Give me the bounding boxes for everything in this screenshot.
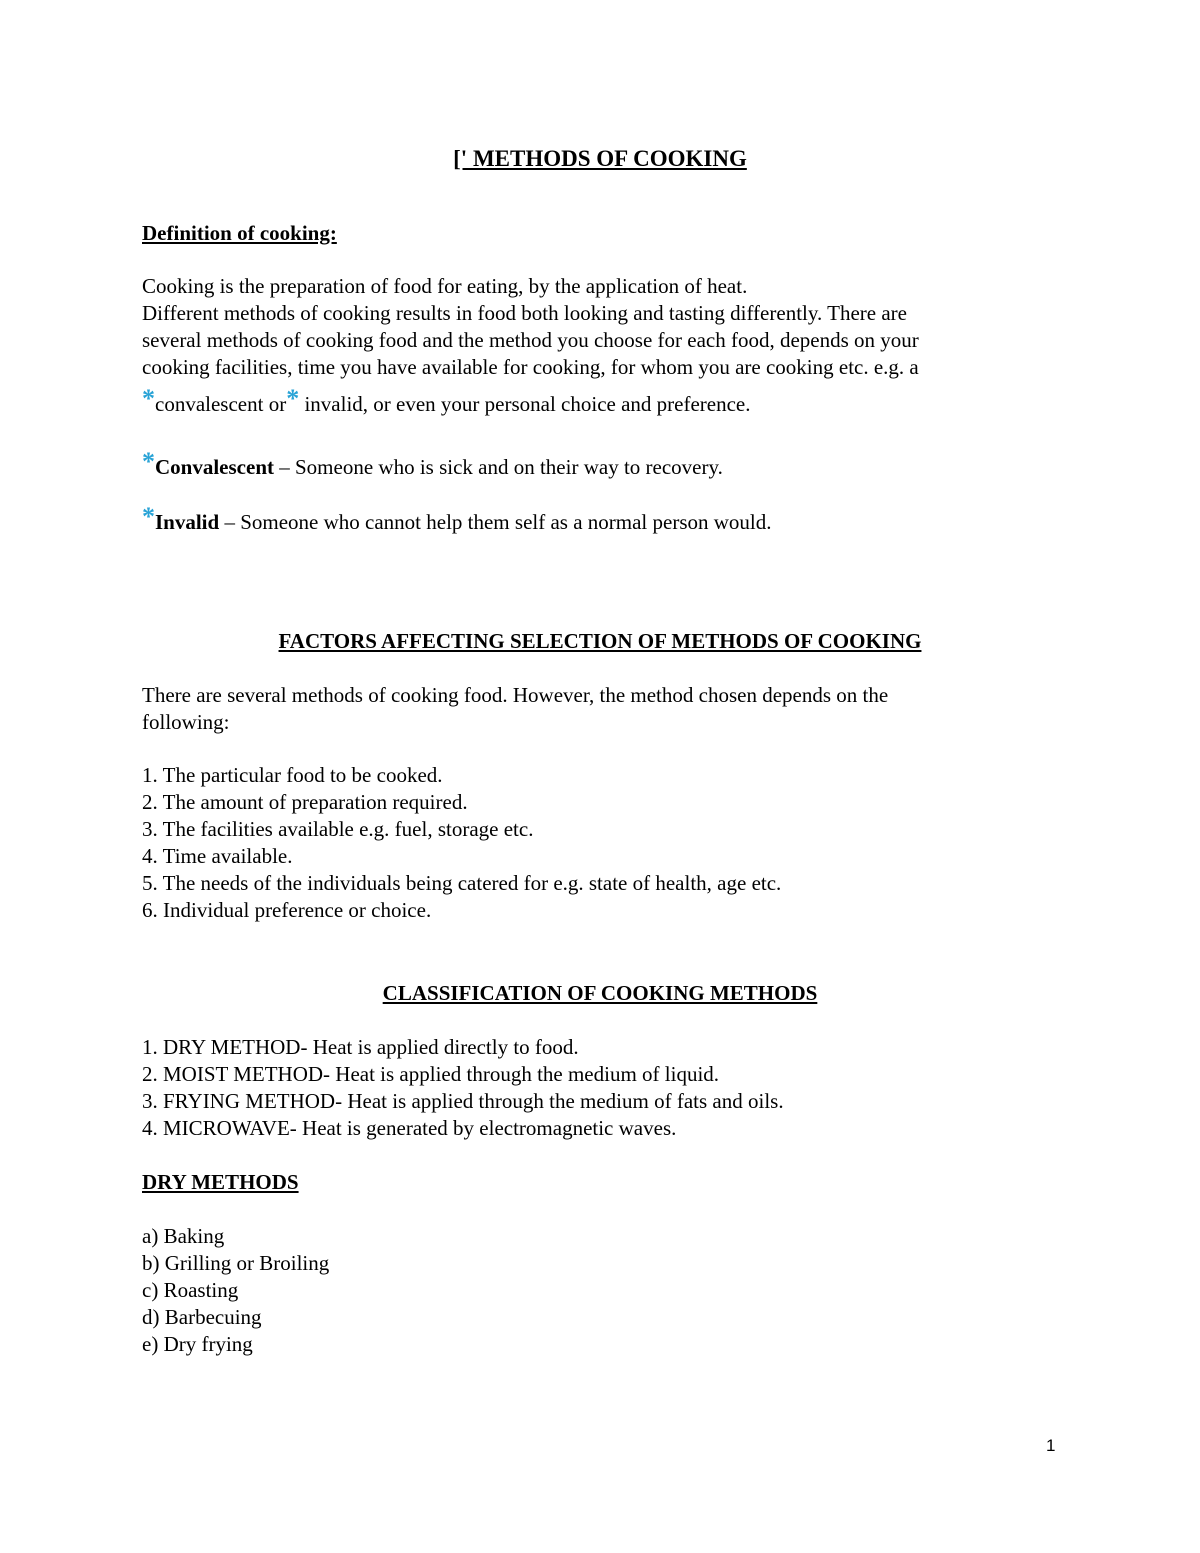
dry-method-item: d) Barbecuing — [142, 1305, 262, 1329]
dry-method-item: b) Grilling or Broiling — [142, 1251, 330, 1275]
definition-line: Different methods of cooking results in food both looking and tasting differently. There are — [142, 301, 907, 325]
factor-list-item: 4. Time available. — [142, 844, 293, 868]
definition-line-last — [142, 384, 751, 418]
factor-list-item: 5. The needs of the individuals being catered for e.g. state of health, age etc. — [142, 871, 782, 895]
classification-list-item: 3. FRYING METHOD- Heat is applied through the medium of fats and oils. — [142, 1089, 784, 1113]
definition-line-part: invalid, or even your personal choice and preference. — [299, 392, 751, 416]
term-definition: – Someone who cannot help them self as a normal person would. — [219, 510, 772, 534]
factors-intro-line: There are several methods of cooking food. However, the method chosen depends on the — [142, 683, 889, 707]
factors-heading: FACTORS AFFECTING SELECTION OF METHODS OF COOKING — [278, 629, 922, 653]
term-invalid — [142, 502, 772, 536]
asterisk-marker: * — [142, 502, 155, 531]
definition-heading: Definition of cooking: — [142, 221, 337, 245]
factor-list-item: 3. The facilities available e.g. fuel, storage etc. — [142, 817, 534, 841]
term-name: Convalescent — [155, 455, 274, 479]
classification-list-item: 2. MOIST METHOD- Heat is applied through the medium of liquid. — [142, 1062, 720, 1086]
factor-list-item: 1. The particular food to be cooked. — [142, 763, 443, 787]
factors-intro-line: following: — [142, 710, 230, 734]
page-number: 1 — [1046, 1436, 1056, 1455]
definition-line: Cooking is the preparation of food for eating, by the application of heat. — [142, 274, 748, 298]
classification-heading: CLASSIFICATION OF COOKING METHODS — [382, 981, 818, 1005]
classification-list-item: 4. MICROWAVE- Heat is generated by electromagnetic waves. — [142, 1116, 677, 1140]
document-title: [' METHODS OF COOKING — [453, 146, 747, 171]
factor-list-item: 2. The amount of preparation required. — [142, 790, 468, 814]
asterisk-marker: * — [142, 384, 155, 413]
dry-method-item: e) Dry frying — [142, 1332, 253, 1356]
term-name: Invalid — [155, 510, 220, 534]
asterisk-marker: * — [142, 447, 155, 476]
definition-line: several methods of cooking food and the method you choose for each food, depends on your — [142, 328, 919, 352]
classification-list-item: 1. DRY METHOD- Heat is applied directly to food. — [142, 1035, 579, 1059]
definition-line: cooking facilities, time you have available for cooking, for whom you are cooking etc. e.g. a — [142, 355, 919, 379]
factor-list-item: 6. Individual preference or choice. — [142, 898, 432, 922]
dry-methods-heading: DRY METHODS — [142, 1170, 299, 1194]
dry-method-item: c) Roasting — [142, 1278, 239, 1302]
definition-line-part: convalescent or — [155, 392, 287, 416]
asterisk-marker: * — [286, 384, 300, 413]
term-definition: – Someone who is sick and on their way to recovery. — [274, 455, 723, 479]
dry-method-item: a) Baking — [142, 1224, 225, 1248]
term-convalescent — [142, 447, 723, 481]
